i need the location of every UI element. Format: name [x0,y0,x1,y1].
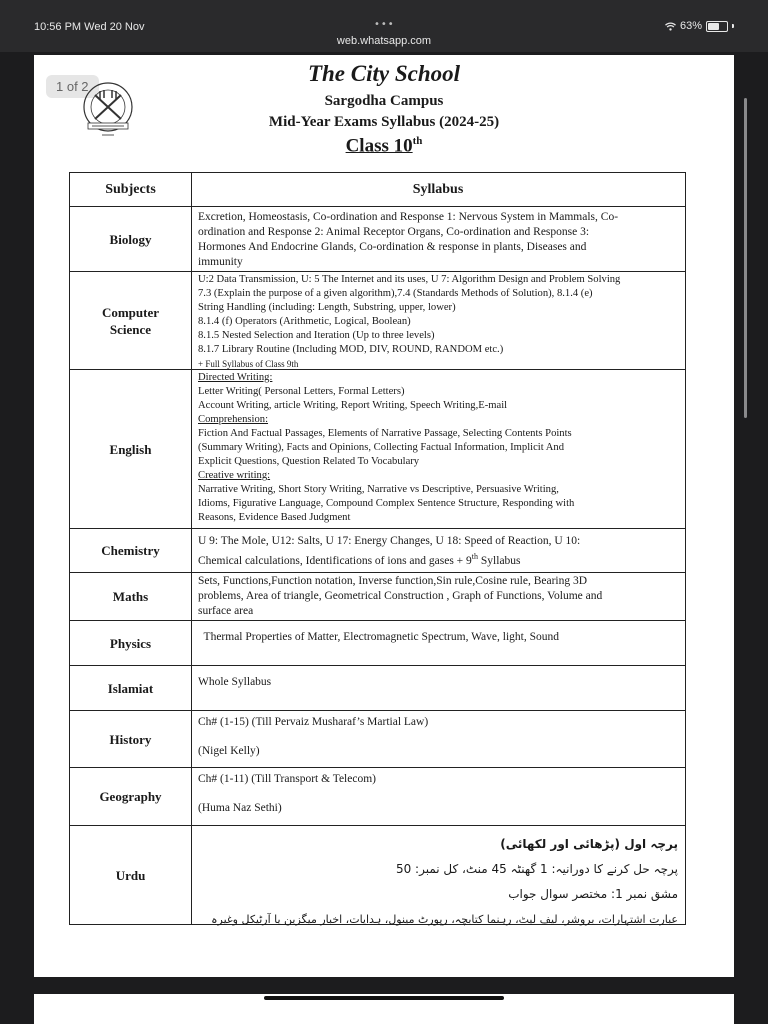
table-row-physics: Physics Thermal Properties of Matter, Electromagnetic Spectrum, Wave, light, Sound [70,621,685,666]
status-bar [0,0,768,52]
exam-title: Mid-Year Exams Syllabus (2024-25) [268,114,500,130]
page-indicator: 1 of 2 [46,75,99,98]
pdf-page[interactable] [34,55,734,977]
table-row-biology: Biology Excretion, Homeostasis, Co-ordination and Response 1: Nervous System in Mammals, Co- ordination and Response 2: Animal Receptor Organs, Co-ordination and Response 3: Hormones And Endocrine Glands, Co-ordination & response in plants, Diseases and immunity [70,207,685,272]
campus-name: Sargodha Campus [324,93,444,109]
status-indicators [665,20,734,32]
tab-menu-dots-icon[interactable]: ••• [374,19,395,30]
school-name: The City School [307,61,461,86]
table-row-history: History Ch# (1-15) (Till Pervaiz Musharaf’s Martial Law) (Nigel Kelly) [70,711,685,768]
battery-icon [706,21,728,32]
class-title: Class 10th [345,135,423,157]
syllabus-table [69,172,686,925]
table-row-islamiat: Islamiat Whole Syllabus [70,666,685,711]
battery-percent: 63% [679,20,702,32]
table-row-chemistry: Chemistry U 9: The Mole, U12: Salts, U 17: Energy Changes, U 18: Speed of Reaction, U 10: Chemical calculations, Identifications of ions and gases + 9th Syllabus [70,529,685,573]
table-row-computer-science: Computer Science U:2 Data Transmission, U: 5 The Internet and its uses, U 7: Algorithm Design and Problem Solving 7.3 (Explain the purpose of a given algorithm),7.4 (Standards Methods of Solution), 8.1.4 (e) String Handling (including: Length, Substring, upper, lower) 8.1.4 (f) Operators (Arithmetic, Logical, Boolean) 8.1.5 Nested Selection and Iteration (Up to three levels) 8.1.7 Library Routine (Including MOD, DIV, ROUND, RANDOM etc.) + Full Syllabus of Class 9th [70,272,685,370]
status-time-date: 10:56 PM Wed 20 Nov [34,21,145,33]
table-row-urdu: Urdu پرچہ اول (پڑھائی اور لکھائی) پرچہ حل کرنے کا دورانیہ: 1 گھنٹہ 45 منٹ، کل نمبر: 50 مشق نمبر 1: مختصر سوال جواب عبارت اشتہارات، بروشر، لیف لیٹ، رہنما کتابچہ، رپورٹ مینول، ہدایات، اخبار میگزین یا آرٹیکل وغیرہ [115,837,678,926]
table-row-geography: Geography Ch# (1-11) (Till Transport & Telecom) (Huma Naz Sethi) [70,768,685,826]
home-indicator[interactable] [264,996,504,1000]
header-subjects: Subjects [105,182,156,197]
header-syllabus: Syllabus [412,181,464,197]
table-header-row [70,173,685,207]
table-row-english: English Directed Writing: Letter Writing( Personal Letters, Formal Letters) Account Writing, article Writing, Report Writing, Speech Writing,E-mail Comprehension: Fiction And Factual Passages, Elements of Narrative Passage, Selecting Contents Points (Summary Writing), Facts and Opinions, Collecting Factual Information, Implicit And Explicit Questions, Question Related To Vocabulary Creative writing: Narrative Writing, Short Story Writing, Narrative vs Descriptive, Persuasive Writing, Idioms, Figurative Language, Compound Complex Sentence Structure, Responding with Reasons, Evidence Based Judgment [70,370,685,529]
address-bar-url[interactable]: web.whatsapp.com [336,35,432,47]
wifi-icon [665,22,676,31]
table-row-maths: Maths Sets, Functions,Function notation, Inverse function,Sin rule,Cosine rule, Bearing 3D problems, Area of triangle, Geometrical Construction , Graph of Functions, Volume and surface area [70,573,685,621]
scrollbar[interactable] [744,98,747,418]
